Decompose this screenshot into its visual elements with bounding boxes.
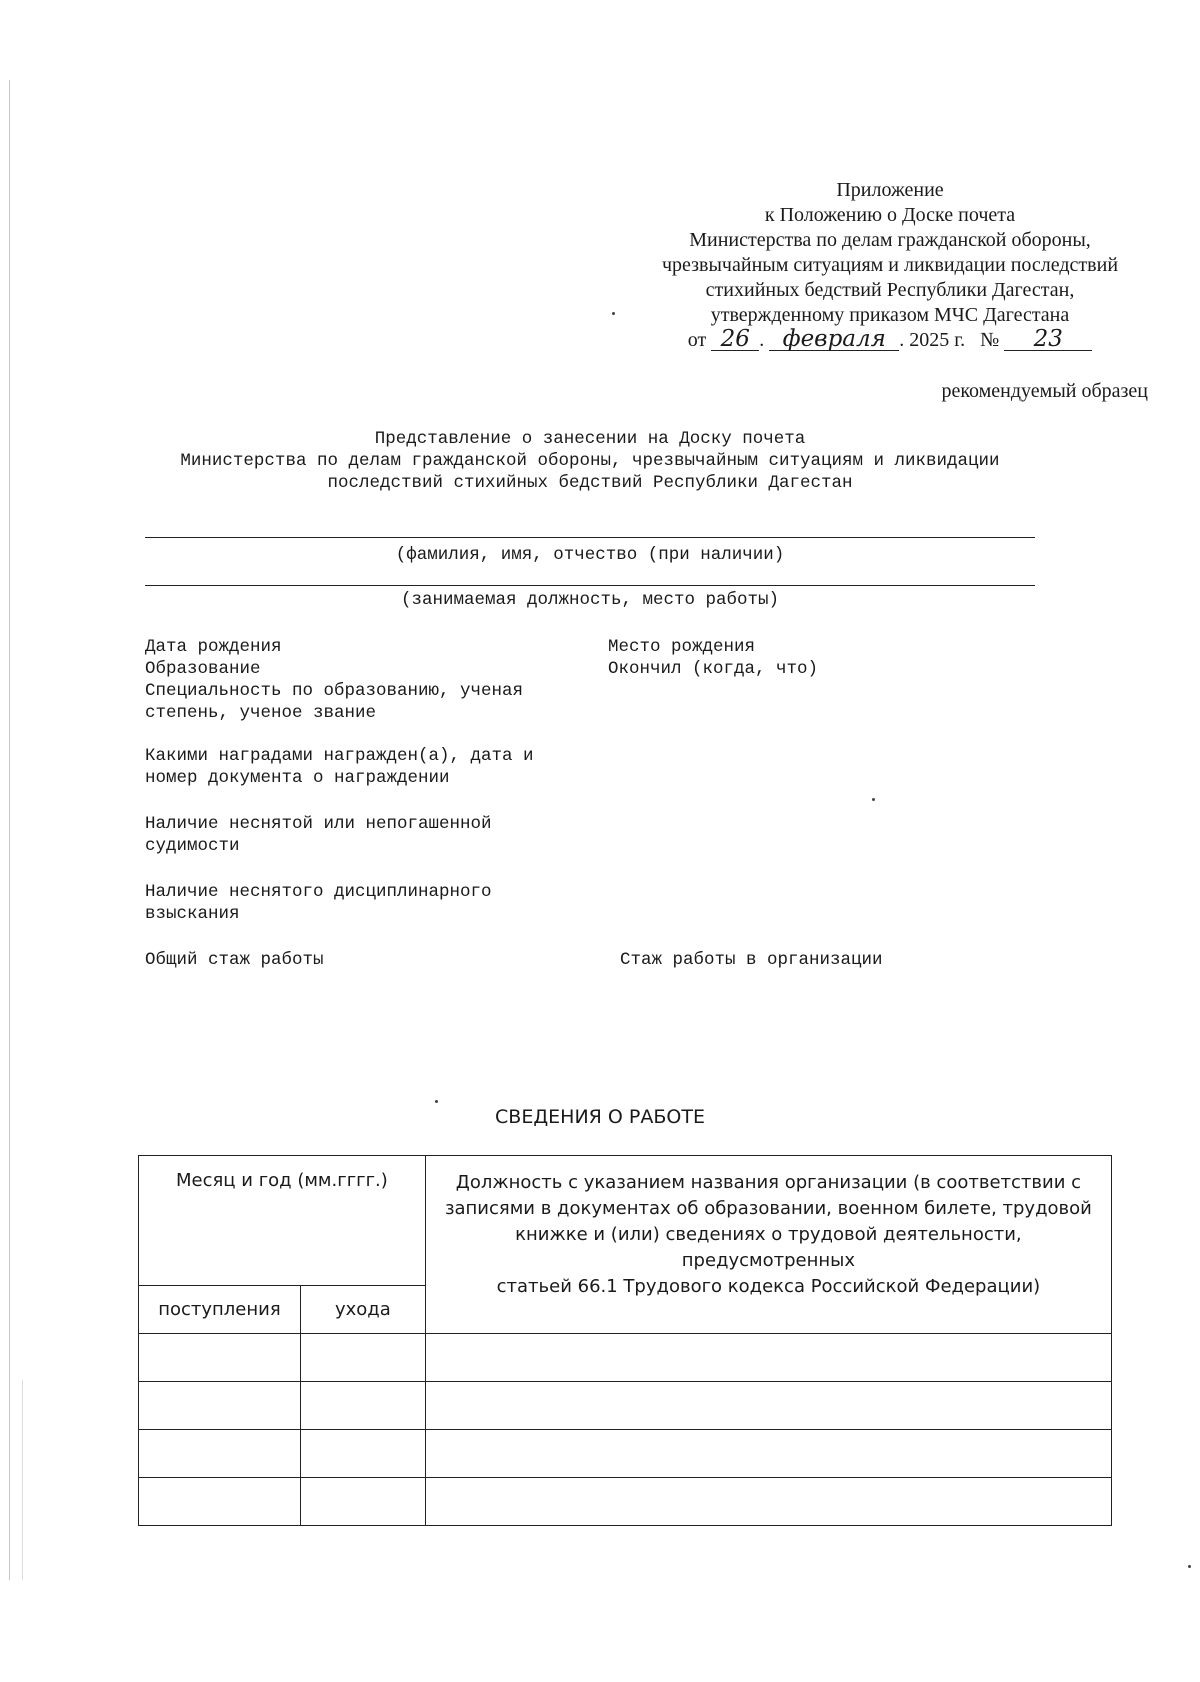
field-graduated: Окончил (когда, что) <box>608 659 819 679</box>
scan-edge-line <box>22 1380 23 1580</box>
personal-fields-right <box>608 636 818 680</box>
field-education: Образование <box>145 659 261 679</box>
work-history-table <box>138 1155 1112 1526</box>
scan-speck <box>872 798 875 801</box>
appendix-line: стихийных бедствий Республики Дагестан, <box>705 279 1075 301</box>
appendix-line: чрезвычайным ситуациям и ликвидации последствий <box>661 254 1119 276</box>
table-cell-end[interactable] <box>300 1478 425 1526</box>
scan-speck <box>435 1100 438 1103</box>
appendix-line: утвержденному приказом МЧС Дагестана <box>710 304 1070 326</box>
handwritten-day: 26 <box>711 328 759 351</box>
field-disciplinary-line: Наличие неснятого дисциплинарного <box>145 882 492 902</box>
date-prefix: от <box>687 329 707 351</box>
field-org-experience: Стаж работы в организации <box>620 950 883 970</box>
scan-speck <box>612 312 615 315</box>
column-header-start: поступления <box>139 1286 301 1334</box>
column-header-position <box>425 1156 1111 1334</box>
table-cell-position[interactable] <box>425 1478 1111 1526</box>
position-header-line: Должность с указанием названия организации (в соответствии с <box>455 1172 1082 1193</box>
field-birth-date: Дата рождения <box>145 637 282 657</box>
title-line: Представление о занесении на Доску почета <box>374 429 806 449</box>
position-header-line: статьей 66.1 Трудового кодекса Российской Федерации) <box>496 1276 1041 1297</box>
field-criminal-line: Наличие неснятой или непогашенной <box>145 814 492 834</box>
field-disciplinary-line: взыскания <box>145 904 240 924</box>
table-row <box>139 1478 1112 1526</box>
personal-fields-left <box>145 636 523 724</box>
date-year: 2025 г. <box>909 329 966 351</box>
position-header-line: книжке и (или) сведениях о трудовой деятельности, предусмотренных <box>515 1224 1022 1271</box>
field-criminal-record <box>145 813 492 857</box>
position-header-line: записями в документах об образовании, военном билете, трудовой <box>444 1198 1092 1219</box>
field-disciplinary <box>145 881 492 925</box>
table-cell-end[interactable] <box>300 1430 425 1478</box>
handwritten-number: 23 <box>1004 328 1092 351</box>
field-awards-line: Какими наградами награжден(а), дата и <box>145 746 534 766</box>
table-cell-position[interactable] <box>425 1382 1111 1430</box>
fio-caption: (фамилия, имя, отчество (при наличии) <box>395 545 785 565</box>
scan-edge-line <box>9 80 10 1580</box>
work-section-title: СВЕДЕНИЯ О РАБОТЕ <box>495 1106 705 1128</box>
table-row <box>139 1430 1112 1478</box>
appendix-block <box>600 178 1180 353</box>
table-cell-start[interactable] <box>139 1382 301 1430</box>
title-line: последствий стихийных бедствий Республики Дагестан <box>327 473 853 493</box>
title-line: Министерства по делам гражданской обороны, чрезвычайным ситуациям и ликвидации <box>180 451 1000 471</box>
recommended-sample-label: рекомендуемый образец <box>941 380 1148 402</box>
table-cell-position[interactable] <box>425 1334 1111 1382</box>
field-awards <box>145 745 534 789</box>
field-awards-line: номер документа о награждении <box>145 768 450 788</box>
table-cell-end[interactable] <box>300 1334 425 1382</box>
column-header-month-year: Месяц и год (мм.гггг.) <box>139 1156 426 1286</box>
table-row <box>139 1382 1112 1430</box>
document-title <box>140 428 1040 494</box>
table-cell-position[interactable] <box>425 1430 1111 1478</box>
table-cell-start[interactable] <box>139 1334 301 1382</box>
table-cell-start[interactable] <box>139 1430 301 1478</box>
appendix-line: Приложение <box>836 179 944 201</box>
order-date-line: от 26 . февраля . 2025 г. № 23 <box>600 328 1180 353</box>
scan-speck <box>1188 1565 1191 1568</box>
position-caption: (занимаемая должность, место работы) <box>400 590 780 610</box>
position-fill-line <box>145 585 1035 586</box>
handwritten-month: февраля <box>769 328 899 351</box>
table-cell-start[interactable] <box>139 1478 301 1526</box>
number-label: № <box>980 329 1000 351</box>
table-cell-end[interactable] <box>300 1382 425 1430</box>
appendix-line: к Положению о Доске почета <box>764 204 1016 226</box>
field-birth-place: Место рождения <box>608 637 756 657</box>
table-row <box>139 1334 1112 1382</box>
field-criminal-line: судимости <box>145 836 240 856</box>
field-total-experience: Общий стаж работы <box>145 950 324 970</box>
appendix-line: Министерства по делам гражданской обороны, <box>689 229 1091 251</box>
field-specialty: Специальность по образованию, ученая <box>145 681 524 701</box>
fio-fill-line <box>145 537 1035 538</box>
column-header-end: ухода <box>300 1286 425 1334</box>
field-specialty: степень, ученое звание <box>145 703 377 723</box>
